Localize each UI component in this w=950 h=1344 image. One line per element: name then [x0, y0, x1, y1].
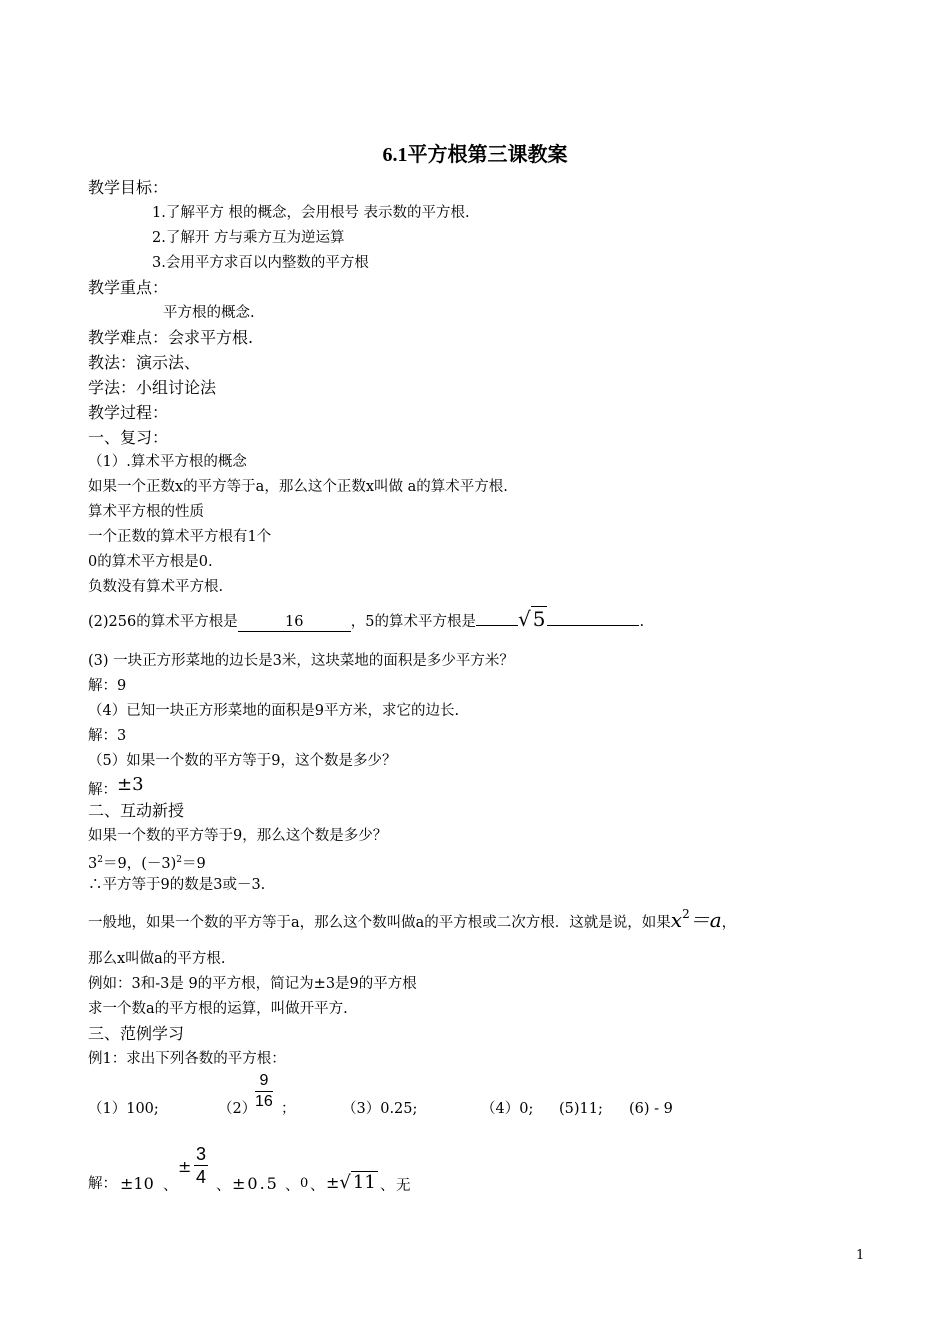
solution-sep-4: 、: [310, 1178, 325, 1194]
ex-item-2-fraction: $\frac{9}{16}$: [255, 1072, 273, 1110]
question-2: (2)256的算术平方根是 16 ，5的算术平方根是 √ 5 .: [88, 607, 645, 631]
solution-sep-1: 、: [163, 1178, 178, 1194]
answer-blank-1: 16: [238, 613, 351, 632]
solution-4: 0: [300, 1176, 309, 1191]
answer-3: 解：9: [88, 678, 127, 694]
learning-method: 学法：小组讨论法: [88, 378, 217, 397]
solution-sep-3: 、: [285, 1178, 300, 1194]
ex-item-2-label: （2）: [218, 1101, 257, 1117]
ex-item-1: （1）100;: [88, 1101, 159, 1117]
objective-3: 3.会用平方求百以内整数的平方根: [152, 255, 369, 271]
key-point-heading: 教学重点：: [88, 278, 169, 297]
example-1-prompt: 例1：求出下列各数的平方根：: [88, 1051, 286, 1067]
question-5: （5）如果一个数的平方等于9，这个数是多少？: [88, 753, 397, 769]
solution-5: ±√ 11: [326, 1172, 376, 1193]
objective-1: 1.了解平方 根的概念，会用根号 表示数的平方根.: [152, 205, 470, 221]
solution-6: 无: [396, 1178, 411, 1194]
therefore-line: ∴平方等于9的数是3或－3.: [88, 877, 266, 893]
ex-item-4: （4）0;: [481, 1101, 534, 1117]
objective-2: 2.了解开 方与乘方互为逆运算: [152, 230, 345, 246]
solution-1: ±10: [120, 1174, 154, 1193]
definition-formula: $x^2=a$: [670, 907, 722, 932]
operation-definition: 求一个数a的平方根的运算，叫做开平方.: [88, 1001, 348, 1017]
ex-item-2-end: ；: [281, 1101, 296, 1117]
example-line: 例如：3和-3是 9的平方根，简记为±3是9的平方根: [88, 976, 417, 992]
sqrt-five: √ 5: [517, 607, 546, 631]
answer-blank-2-lead: [476, 625, 518, 626]
review-line-3: 算术平方根的性质: [88, 504, 204, 520]
review-line-5: 0的算术平方根是0.: [88, 554, 213, 570]
objectives-heading: 教学目标：: [88, 178, 169, 197]
solution-label: 解：: [88, 1176, 117, 1192]
ex-item-5: (5)11;: [559, 1101, 603, 1117]
question-3: (3) 一块正方形菜地的边长是3米，这块菜地的面积是多少平方米？: [88, 653, 514, 669]
ex-item-3: （3）0.25;: [342, 1101, 418, 1117]
difficulty: 教学难点：会求平方根.: [88, 328, 254, 347]
new-lesson-question: 如果一个数的平方等于9，那么这个数是多少？: [88, 828, 388, 844]
teaching-method: 教法：演示法、: [88, 353, 201, 372]
page-title: 6.1平方根第三课教案: [382, 144, 568, 166]
square-equation: $3^2=9$，$(-3)^2=9$: [88, 855, 206, 872]
page-number: 1: [856, 1248, 865, 1263]
definition-line: 一般地，如果一个数的平方等于a，那么这个数叫做a的平方根或二次方根．这就是说，如果$x^2=a$，: [88, 907, 737, 932]
ex-item-6: (6) - 9: [629, 1101, 673, 1117]
examples-heading: 三、范例学习: [88, 1024, 185, 1043]
question-4: （4）已知一块正方形菜地的面积是9平方米，求它的边长.: [88, 703, 460, 719]
solution-2-pm: ±: [178, 1157, 192, 1176]
review-line-6: 负数没有算术平方根.: [88, 579, 224, 595]
key-point-text: 平方根的概念.: [163, 305, 255, 321]
solution-sep-5: 、: [380, 1178, 395, 1194]
review-line-1: （1）.算术平方根的概念: [88, 454, 247, 470]
solution-3: ±0.5: [232, 1174, 279, 1193]
process-heading: 教学过程：: [88, 403, 169, 422]
new-lesson-heading: 二、互动新授: [88, 801, 185, 820]
definition-continued: 那么x叫做a的平方根.: [88, 951, 226, 967]
answer-5: 解：±3: [88, 774, 144, 798]
solution-sep-2: 、: [216, 1178, 231, 1194]
answer-blank-2-trail: [547, 625, 639, 626]
review-heading: 一、复习：: [88, 428, 169, 447]
review-line-4: 一个正数的算术平方根有1个: [88, 529, 272, 545]
solution-2-fraction: $\frac{3}{4}$: [196, 1144, 207, 1187]
review-line-2: 如果一个正数x的平方等于a，那么这个正数x叫做 a的算术平方根.: [88, 479, 508, 495]
answer-4: 解：3: [88, 728, 127, 744]
